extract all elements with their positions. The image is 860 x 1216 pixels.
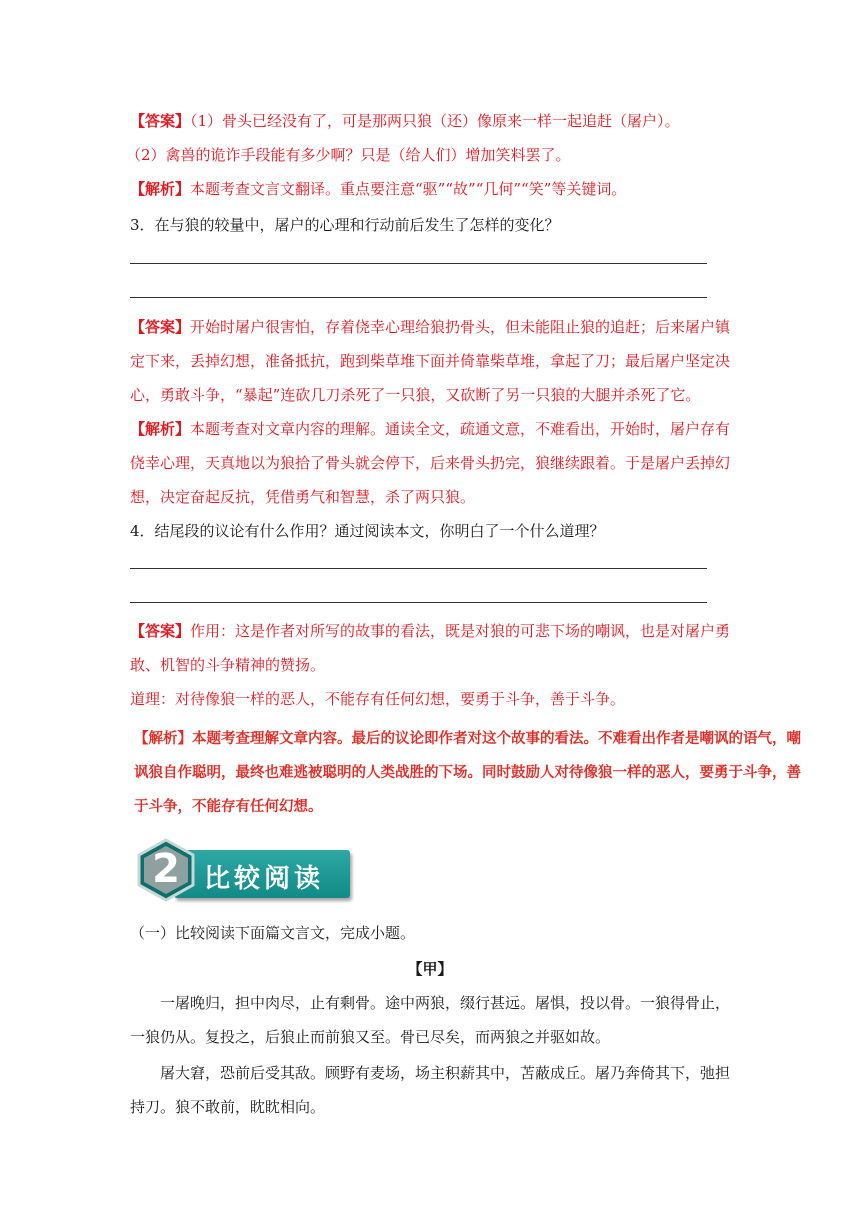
passage-para2-line1: 屠大窘，恐前后受其敌。顾野有麦场，场主积薪其中，苫蔽成丘。屠乃奔倚其下，弛担	[160, 1064, 731, 1082]
passage-para1-line1: 一屠晚归，担中肉尽，止有剩骨。途中两狼，缀行甚远。屠惧，投以骨。一狼得骨止，	[160, 994, 731, 1012]
q3-answer-line2: 定下来，丢掉幻想，准备抵抗，跑到柴草堆下面并倚靠柴草堆，拿起了刀；最后屠户坚定决	[130, 352, 731, 370]
section-number: 2	[152, 846, 180, 892]
passage-para2-line2: 持刀。狼不敢前，眈眈相向。	[130, 1098, 326, 1116]
q3-answer-line1: 【答案】开始时屠户很害怕，存着侥幸心理给狼扔骨头，但未能阻止狼的追赶；后来屠户镇	[130, 318, 731, 336]
q4-answer-line2: 敢、机智的斗争精神的赞扬。	[130, 656, 326, 674]
q4-analysis-line1: 【解析】本题考查理解文章内容。最后的议论即作者对这个故事的看法。不难看出作者是嘲讽的语气，嘲	[134, 731, 801, 747]
q3-question: 3．在与狼的较量中，屠户的心理和行动前后发生了怎样的变化？	[130, 216, 560, 234]
section-banner	[134, 838, 352, 902]
q3-analysis-line2: 侥幸心理，天真地以为狼拾了骨头就会停下，后来骨头扔完，狼继续跟着。于是屠户丢掉幻	[130, 454, 731, 472]
answer-blank-line[interactable]	[130, 568, 707, 569]
section-title: 比较阅读	[204, 864, 325, 894]
q2-analysis-line1: 【解析】本题考查文言文翻译。重点要注意“驱”“故”“几何”“笑”等关键词。	[130, 180, 627, 198]
passage-intro: （一）比较阅读下面篇文言文，完成小题。	[130, 924, 416, 942]
passage-para1-line2: 一狼仍从。复投之，后狼止而前狼又至。骨已尽矣，而两狼之并驱如故。	[130, 1028, 611, 1046]
q3-analysis-line1: 【解析】本题考查对文章内容的理解。通读全文，疏通文意，不难看出，开始时，屠户存有	[130, 420, 731, 438]
q4-analysis-line3: 于斗争，不能存有任何幻想。	[134, 799, 323, 815]
answer-blank-line[interactable]	[130, 602, 707, 603]
answer-blank-line[interactable]	[130, 297, 707, 298]
q2-answer-line1: 【答案】（1）骨头已经没有了，可是那两只狼（还）像原来一样一起追赶（屠户）。	[130, 112, 680, 130]
q3-answer-line3: 心，勇敢斗争，“暴起”连砍几刀杀死了一只狼，又砍断了另一只狼的大腿并杀死了它。	[130, 386, 701, 404]
q4-analysis-line2: 讽狼自作聪明，最终也难逃被聪明的人类战胜的下场。同时鼓励人对待像狼一样的恶人，要勇于斗争，善	[134, 765, 801, 781]
q2-answer-line2: （2）禽兽的诡诈手段能有多少啊？只是（给人们）增加笑料罢了。	[126, 146, 571, 164]
q3-analysis-line3: 想，决定奋起反抗，凭借勇气和智慧，杀了两只狼。	[130, 488, 476, 506]
q4-answer-line1: 【答案】作用：这是作者对所写的故事的看法，既是对狼的可悲下场的嘲讽，也是对屠户勇	[130, 622, 731, 640]
q4-answer-line3: 道理：对待像狼一样的恶人，不能存有任何幻想，要勇于斗争，善于斗争。	[130, 690, 626, 708]
q4-question: 4．结尾段的议论有什么作用？通过阅读本文，你明白了一个什么道理？	[130, 522, 605, 540]
passage-label: 【甲】	[407, 960, 453, 978]
answer-blank-line[interactable]	[130, 263, 707, 264]
